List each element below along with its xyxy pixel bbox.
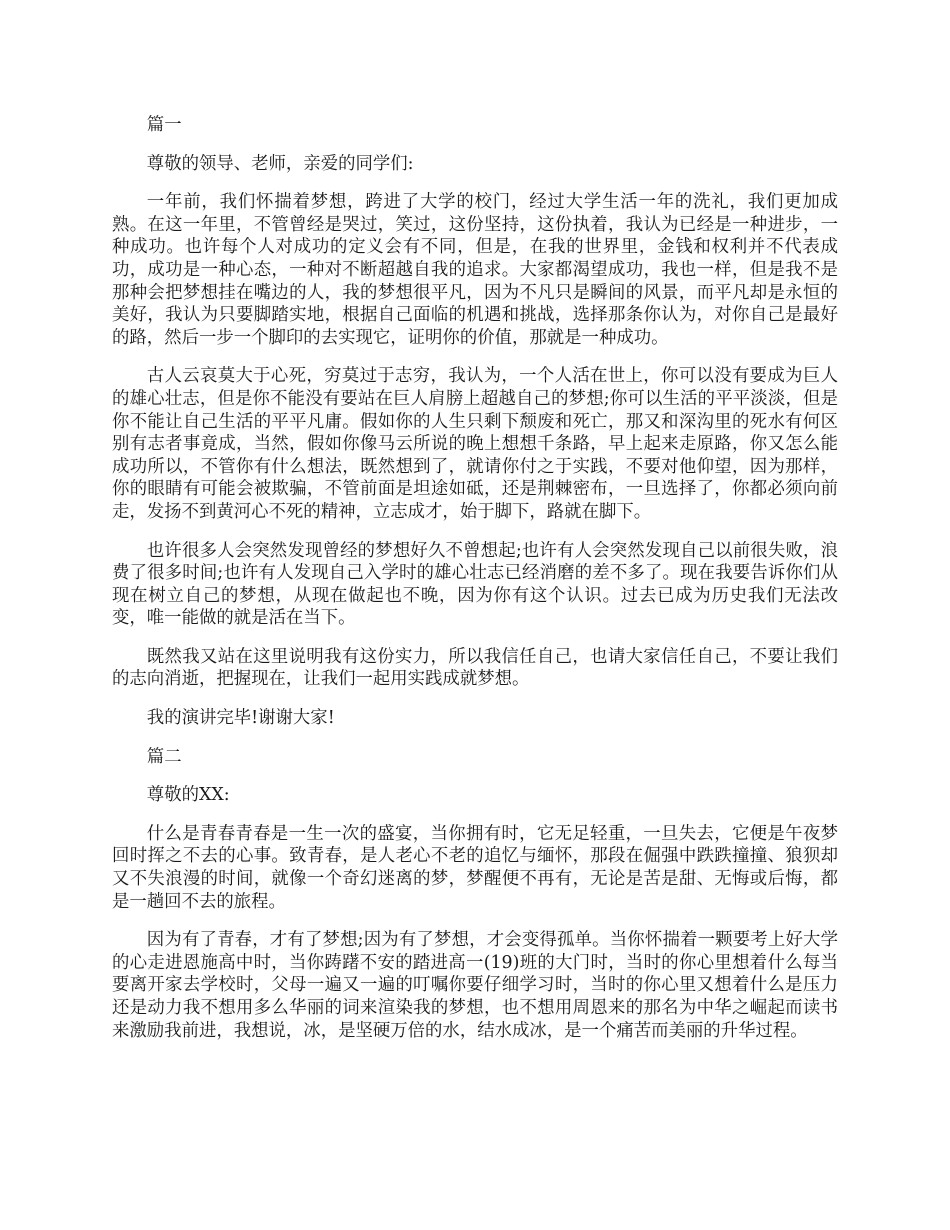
paragraph: 一年前，我们怀揣着梦想，跨进了大学的校门，经过大学生活一年的洗礼，我们更加成熟。在这一年里，不管曾经是哭过，笑过，这份坚持，这份执着，我认为已经是一种进步，一种成功。也许每个人对成功的定义会有不同，但是，在我的世界里，金钱和权利并不代表成功，成功是一种心态，一种对不断超越自我的追求。大家都渴望成功，我也一样，但是我不是那种会把梦想挂在嘴边的人，我的梦想很平凡，因为不凡只是瞬间的风景，而平凡却是永恒的美好，我认为只要脚踏实地，根据自己面临的机遇和挑战，选择那条你认为，对你自己是最好的路，然后一步一个脚印的去实现它，证明你的价值，那就是一种成功。 [112,192,838,348]
paragraph: 既然我又站在这里说明我有这份实力，所以我信任自己，也请大家信任自己，不要让我们的志向消逝，把握现在，让我们一起用实践成就梦想。 [112,646,838,690]
section-title-1: 篇一 [146,115,182,135]
paragraph: 什么是青春青春是一生一次的盛宴，当你拥有时，它无足轻重，一旦失去，它便是午夜梦回时挥之不去的心事。致青春，是人老心不老的追忆与缅怀，那段在倔强中跌跌撞撞、狼狈却又不失浪漫的时间，就像一个奇幻迷离的梦，梦醒便不再有，无论是苦是甜、无悔或后悔，都是一趟回不去的旅程。 [112,823,838,912]
paragraph: 古人云哀莫大于心死，穷莫过于志穷，我认为，一个人活在世上，你可以没有要成为巨人的雄心壮志，但是你不能没有要站在巨人肩膀上超越自己的梦想;你可以生活的平平淡淡，但是你不能让自己生活的平平凡庸。假如你的人生只剩下颓废和死亡，那又和深沟里的死水有何区别有志者事竟成，当然，假如你像马云所说的晚上想想千条路，早上起来走原路，你又怎么能成功所以，不管你有什么想法，既然想到了，就请你付之于实践，不要对他仰望，因为那样，你的眼睛有可能会被欺骗，不管前面是坦途如砥，还是荆棘密布，一旦选择了，你都必须向前走，发扬不到黄河心不死的精神，立志成才，始于脚下，路就在脚下。 [112,366,838,522]
salutation-2: 尊敬的XX: [146,785,230,806]
document-page [112,114,838,1058]
salutation-1: 尊敬的领导、老师，亲爱的同学们: [146,153,414,174]
paragraph: 也许很多人会突然发现曾经的梦想好久不曾想起;也许有人会突然发现自己以前很失败，浪费了很多时间;也许有人发现自己入学时的雄心壮志已经消磨的差不多了。现在我要告诉你们从现在树立自己的梦想，从现在做起也不晚，因为你有这个认识。过去已成为历史我们无法改变，唯一能做的就是活在当下。 [112,540,838,629]
closing-line: 我的演讲完毕!谢谢大家! [146,708,335,729]
section-title-2: 篇二 [146,746,182,767]
paragraph: 因为有了青春，才有了梦想;因为有了梦想，才会变得孤单。当你怀揣着一颗要考上好大学的心走进恩施高中时，当你踌躇不安的踏进高一(19)班的大门时，当时的你心里想着什么每当要离开家去学校时，父母一遍又一遍的叮嘱你要仔细学习时，当时的你心里又想着什么是压力还是动力我不想用多么华丽的词来渲染我的梦想，也不想用周恩来的那名为中华之崛起而读书来激励我前进，我想说，冰，是坚硬万倍的水，结水成冰，是一个痛苦而美丽的升华过程。 [112,930,838,1041]
